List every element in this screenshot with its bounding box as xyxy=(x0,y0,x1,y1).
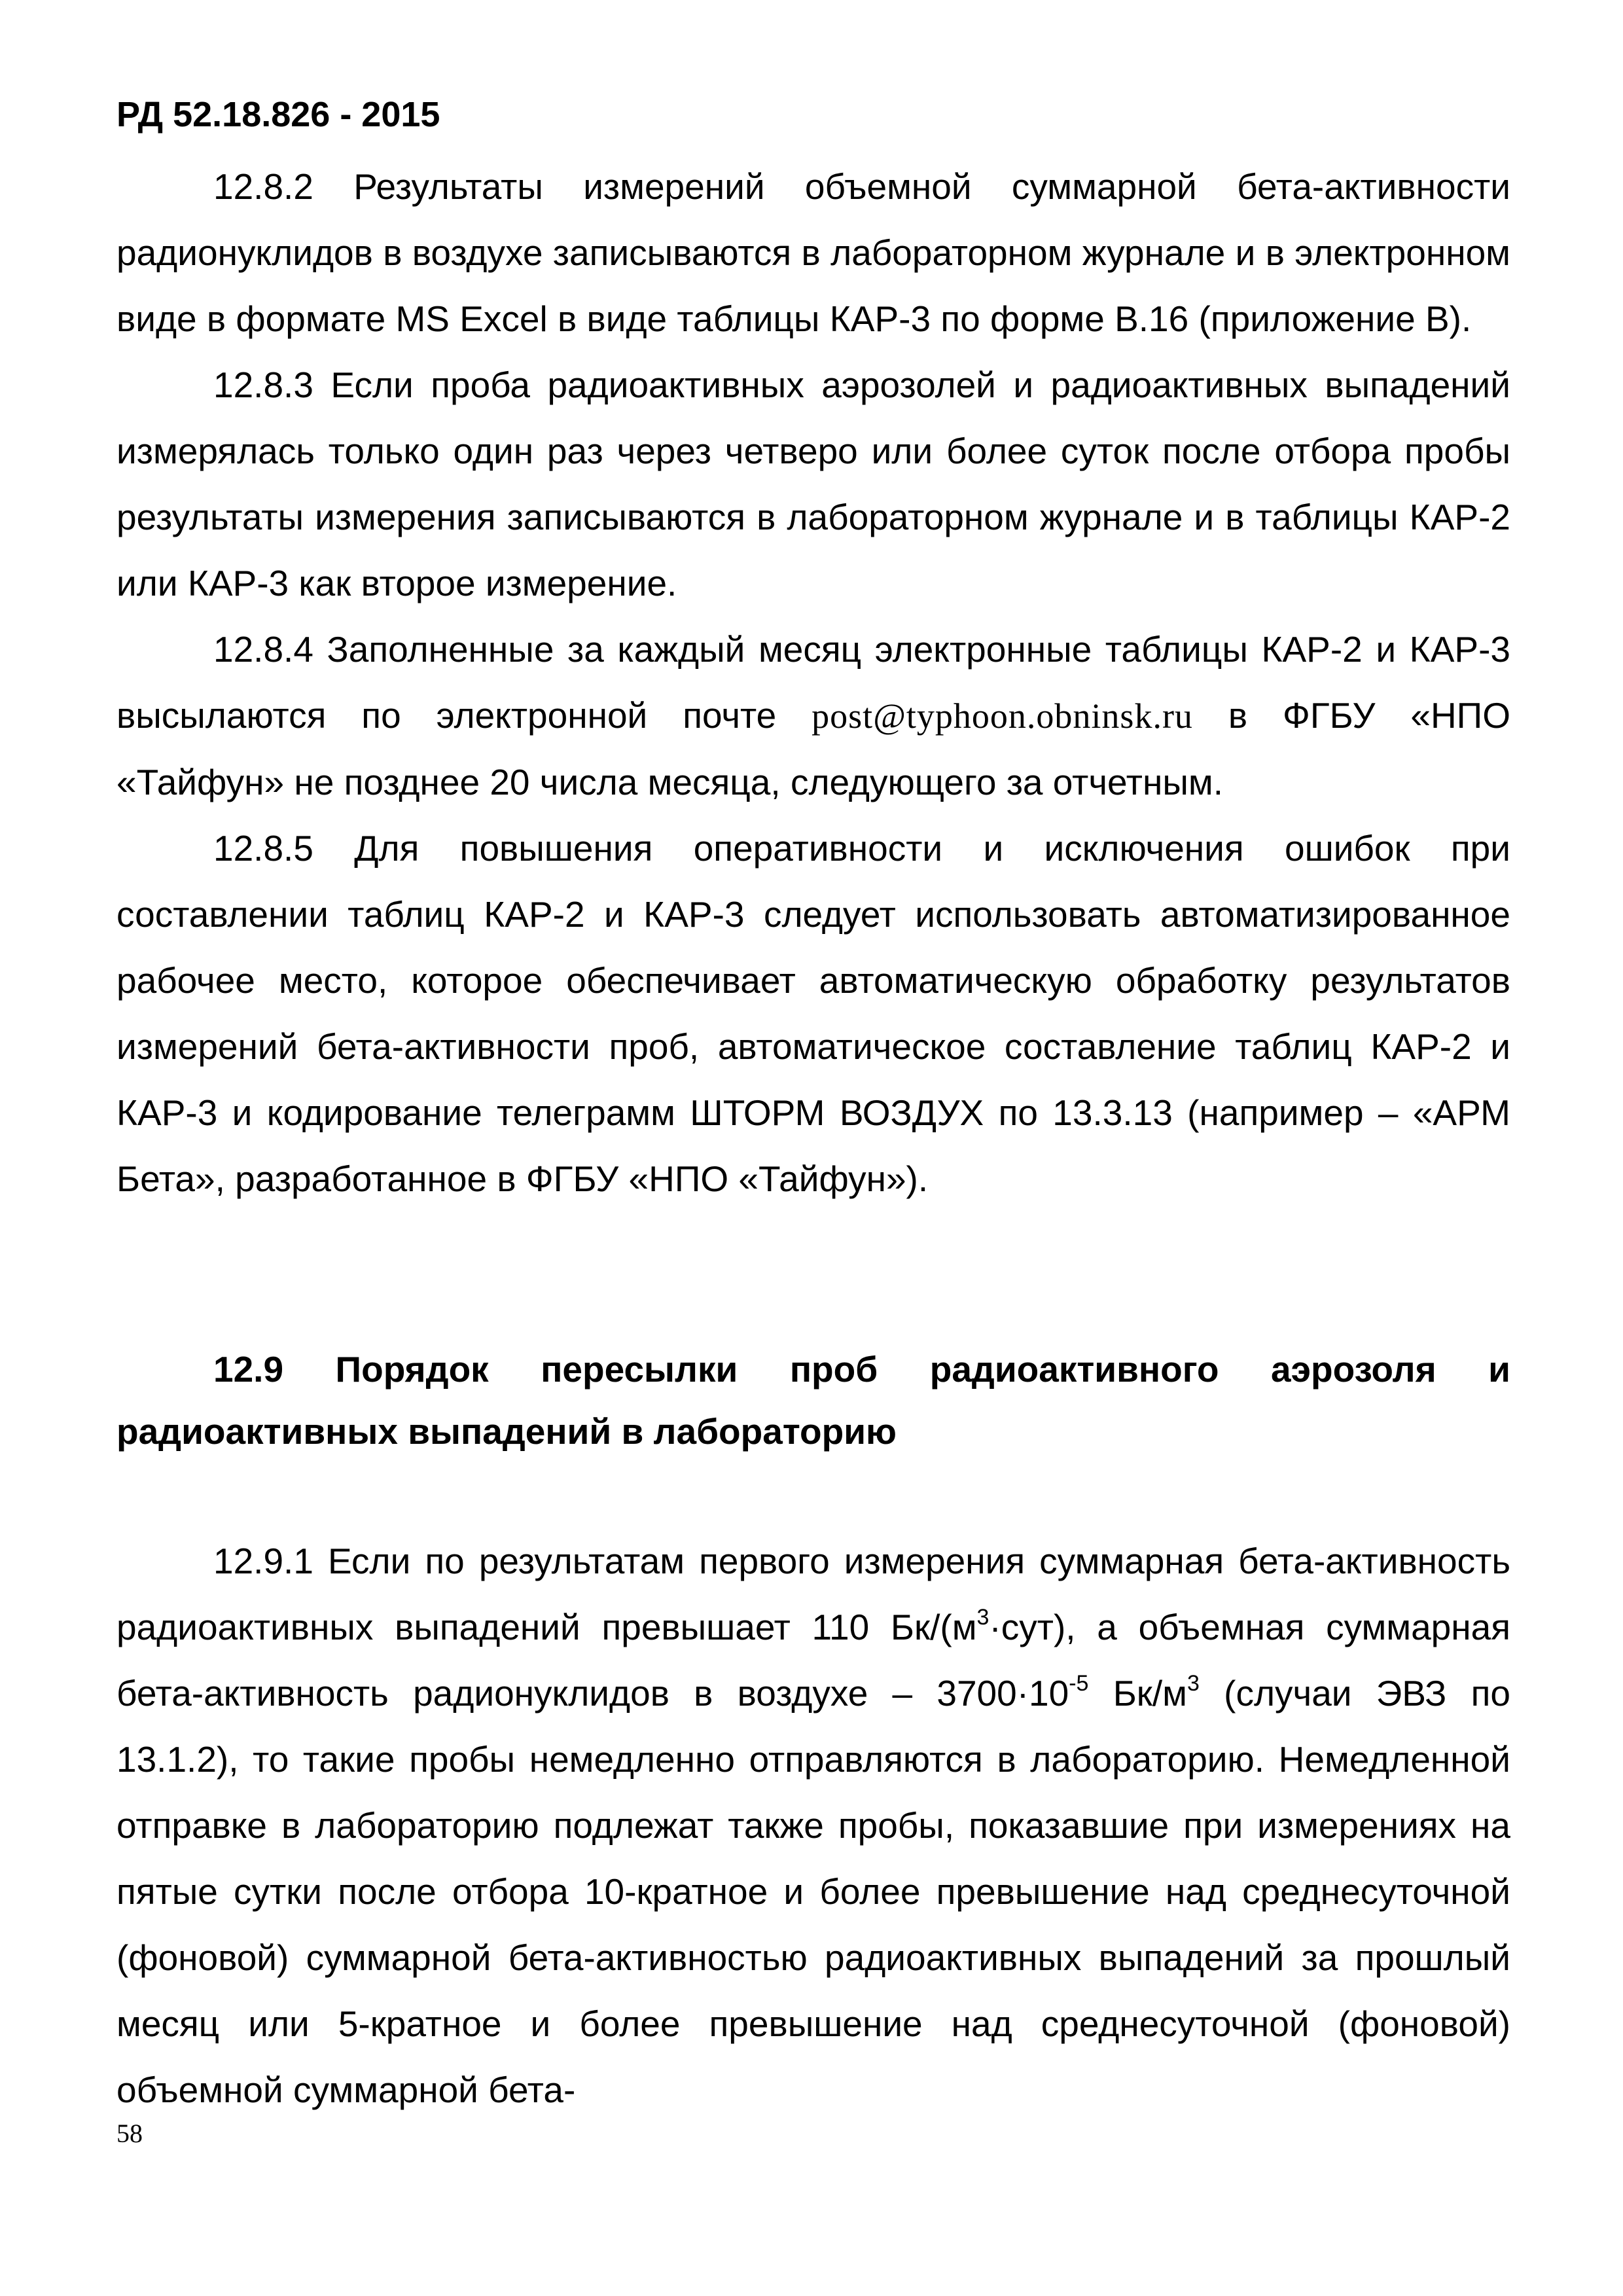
paragraph-12-9-1-part1: 12.9.1 Если по результатам первого измерения суммарная бета-активность радиоактивных выпадений превышает 110 Бк/(м xyxy=(116,1541,1510,1647)
paragraph-12-8-5: 12.8.5 Для повышения оперативности и исключения ошибок при составлении таблиц КАР-2 и КАР-3 следует использовать автоматизированное рабочее место, которое обеспечивает автоматическую обработку результатов измерений бета-активности проб, автоматическое составление таблиц КАР-2 и КАР-3 и кодирование телеграмм ШТОРМ ВОЗДУХ по 13.3.13 (например – «АРМ Бета», разработанное в ФГБУ «НПО «Тайфун»). xyxy=(116,828,1510,1199)
section-heading-12-9: 12.9 Порядок пересылки проб радиоактивного аэрозоля и радиоактивных выпадений в лабораторию xyxy=(116,1349,1510,1452)
body-block-12-8 xyxy=(116,154,1510,1212)
paragraph-12-8-3: 12.8.3 Если проба радиоактивных аэрозолей и радиоактивных выпадений измерялась только один раз через четверо или более суток после отбора пробы результаты измерения записываются в лабораторном журнале и в таблицы КАР-2 или КАР-3 как второе измерение. xyxy=(116,365,1510,603)
superscript-3: 3 xyxy=(976,1604,990,1630)
body-block-12-9 xyxy=(116,1528,1510,2123)
paragraph-12-8-2: 12.8.2 Результаты измерений объемной суммарной бета-активности радионуклидов в воздухе записываются в лабораторном журнале и в электронном виде в формате MS Excel в виде таблицы КАР-3 по форме В.16 (приложение В). xyxy=(116,166,1510,339)
paragraph-12-9-1-part4: (случаи ЭВЗ по 13.1.2), то такие пробы немедленно отправляются в лабораторию. Немедленной отправке в лабораторию подлежат также пробы, показавшие при измерениях на пятые сутки после отбора 10-кратное и более превышение над среднесуточной (фоновой) суммарной бета-активностью радиоактивных выпадений за прошлый месяц или 5-кратное и более превышение над среднесуточной (фоновой) объемной суммарной бета- xyxy=(116,1673,1510,2110)
superscript-minus-5: -5 xyxy=(1069,1670,1089,1696)
document-header: РД 52.18.826 - 2015 xyxy=(116,95,440,134)
paragraph-12-8-4 xyxy=(116,617,1510,816)
paragraph-12-9-1-part2: ·сут), а объемная суммарная бета-активность радионуклидов в воздухе – 3700·10 xyxy=(116,1607,1510,1713)
paragraph-12-9-1 xyxy=(116,1528,1510,2123)
superscript-3: 3 xyxy=(1186,1670,1200,1696)
paragraph-12-9-1-part3: Бк/м xyxy=(1088,1673,1187,1713)
email-address: post@typhoon.obninsk.ru xyxy=(812,696,1193,736)
page-number: 58 xyxy=(116,2119,143,2148)
paragraph-12-8-4-text-end: в ФГБУ «НПО «Тайфун» не позднее 20 числа месяца, следующего за отчетным. xyxy=(116,695,1510,802)
paragraph-12-8-4-text: 12.8.4 Заполненные за каждый месяц электронные таблицы КАР-2 и КАР-3 высылаются по электронной почте xyxy=(116,629,1510,736)
